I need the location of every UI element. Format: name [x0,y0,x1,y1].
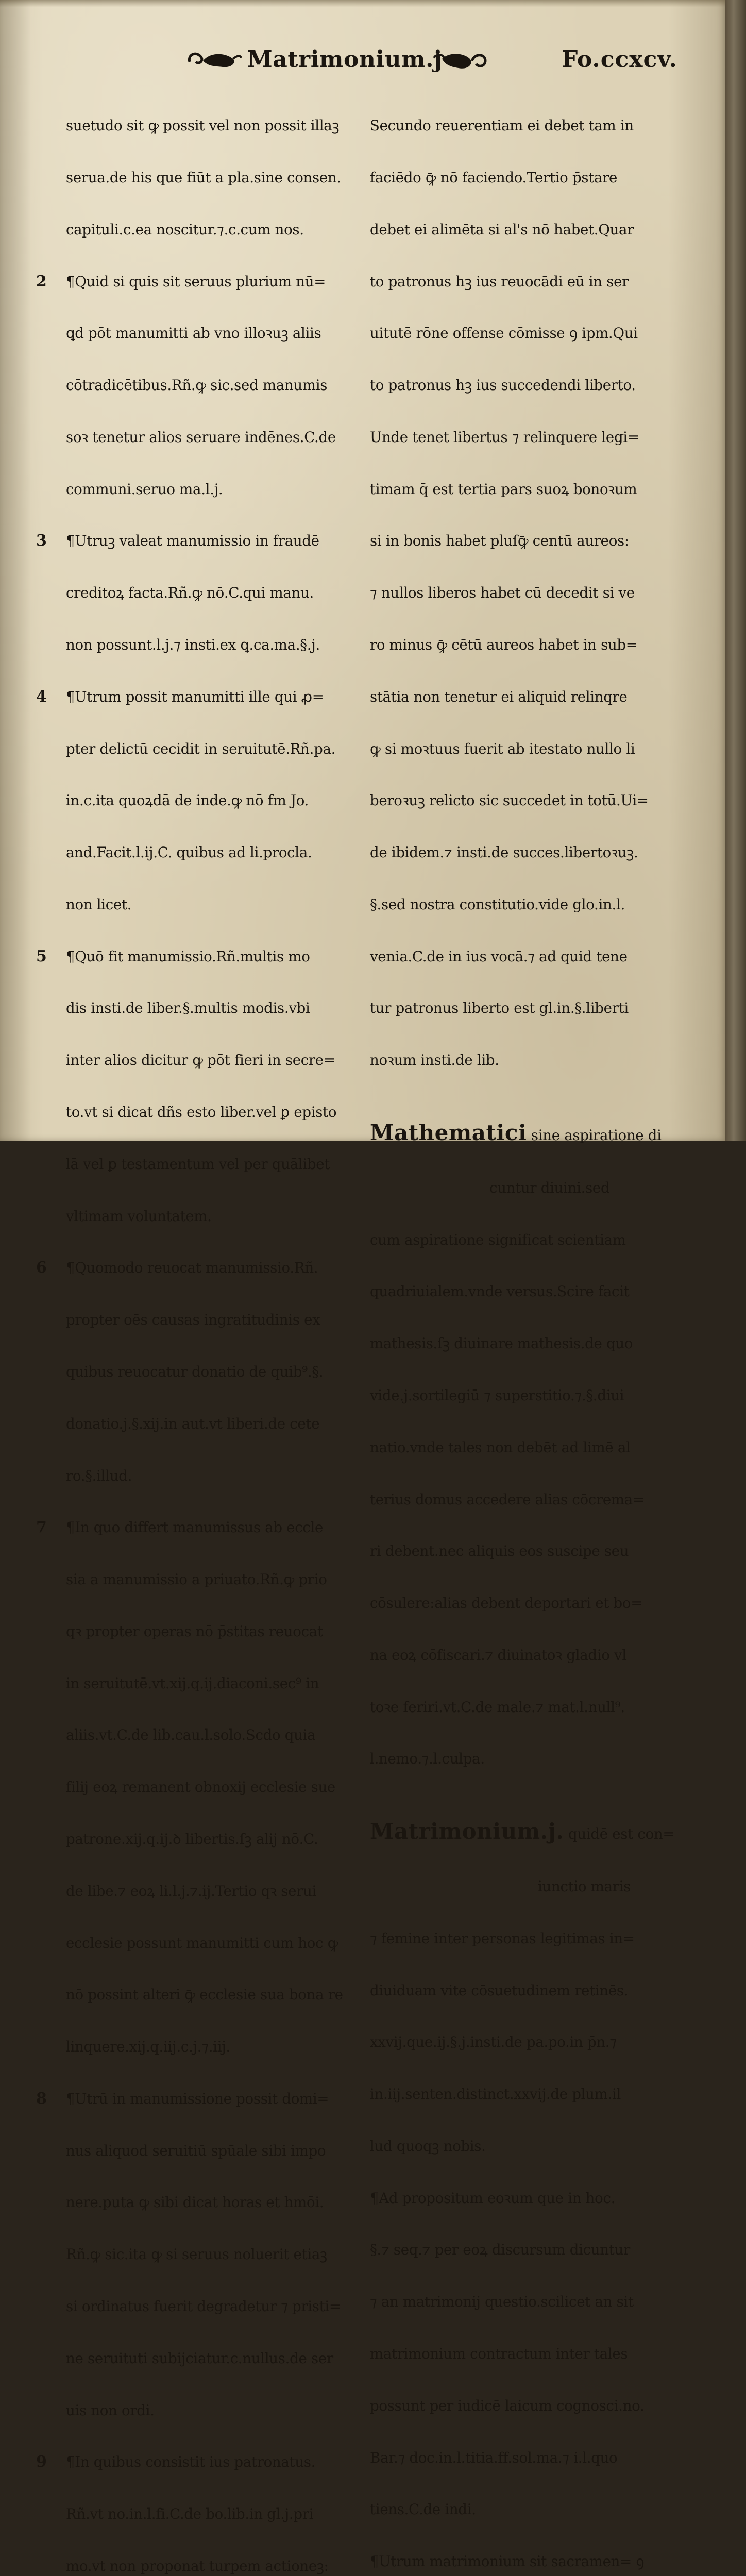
entry-headword: Mathematici [370,1120,527,1145]
text-line: cōsulere:alias debent deportari et bo= [370,1595,643,1612]
text-line: 2 ¶Quid si quis sit seruus plurium nū= [36,272,326,291]
running-head [180,44,677,80]
text-line: possunt per iudicē laicum cognosci.no. [370,2397,645,2414]
left-fleuron-icon [185,47,242,73]
text-line: and.Facit.l.ij.C. quibus ad li.procla. [66,844,312,861]
text-line: suetudo sit ꝙ possit vel non possit illaꝫ [66,117,340,134]
text-line: 8 ¶Utrū in manumissione possit domi= [36,2089,329,2108]
text-line: 6 ¶Quomodo reuocat manumissio.Rñ. [36,1259,318,1277]
text-line: 3 ¶Utruꝫ valeat manumissio in fraudē [36,532,319,550]
text-line: beroꝛuꝫ relicto sic succedet in totū.Ui= [370,792,649,809]
text-line: venia.C.de in ius vocā.⁊ ad quid tene [370,947,628,965]
text-line: patrone.xij.q.ij.ꝺ libertis.ſꝫ alij nō.C. [66,1830,318,1848]
text-line: toꝛe feriri.vt.C.de male.⁊ mat.l.null⁹. [370,1698,625,1716]
page-gutter-shadow [0,0,31,1141]
text-line: si ordinatus fuerit degradetur ⁊ pristi= [66,2298,341,2315]
margin-number: 8 [36,2089,47,2108]
right-fleuron-icon [432,47,488,73]
text-line: vide.j.sortilegiū ⁊ superstitio.⁊.§.diui [370,1386,624,1404]
text-line: ⁊ femine inter personas legitimas in= [370,1929,635,1947]
text-line: ¶Utrum matrimonium sit sacramen= ꝯ [370,2553,645,2570]
text-line: ⁊ an matrimonij questio.scilicet an sit [370,2293,634,2311]
margin-number: 6 [36,1259,47,1277]
right-column [370,82,675,2576]
text-line: cōtradicētibus.Rñ.ꝙ sic.sed manumis [66,377,328,394]
text-line: si in bonis habet pluſꝙ̄ centū aureos: [370,532,629,550]
text-line: ecclesie possunt manumitti cum hoc ꝙ [66,1934,338,1952]
text-line: debet ei alimēta si al's nō habet.Quar [370,221,634,238]
text-line: mathesis.ſꝫ diuinare mathesis.de quo [370,1335,633,1352]
text-line: dis insti.de liber.§.multis modis.vbi [66,999,310,1017]
text-line: non licet. [66,895,132,913]
text-line: cuntur diuini.sed [489,1179,610,1196]
text-line: linquere.xij.q.iij.c.j.⁊.iij. [66,2038,230,2056]
text-line: donatio.j.§.xij.in aut.vt liberi.de cete [66,1415,320,1432]
text-line: 4 ¶Utrum possit manumitti ille qui ꝓ= [36,687,324,706]
text-line: in seruitutē.vt.xij.q.ij.diaconi.sec⁹ in [66,1674,319,1692]
text-line: ¶Ad propositum eoꝛum que in hoc. [370,2189,616,2207]
text-line: to patronus hꝫ ius succedendi liberto. [370,377,636,394]
text-line: 9 ¶In quibus consistit ius patronatus. [36,2453,316,2471]
folio-number: Fo.ccxcv. [562,46,677,73]
text-line: ne seruituti subijciatur.c.nullus.de ser [66,2349,333,2367]
text-line: 5 ¶Quō fit manumissio.Rñ.multis mo [36,947,310,965]
left-column [36,82,354,2576]
text-line: tiens.C.de indi. [370,2501,476,2518]
text-line: sia a manumissio a priuato.Rñ.ꝙ prio [66,1571,327,1588]
text-line: serua.de his que fiūt a pla.sine consen. [66,168,341,186]
entry-heading-line: Mathematici sine aspiratione di [370,1120,662,1145]
next-page-edge [725,0,746,1141]
text-line: non possunt.l.j.⁊ insti.ex ꝗ.ca.ma.§.j. [66,636,320,653]
text-line: nere.puta ꝙ sibi dicat horas et hmōi. [66,2194,324,2211]
margin-number: 5 [36,947,47,965]
text-line: Unde tenet libertus ⁊ relinquere legi= [370,428,639,446]
text-line: quibus reuocatur donatio de quib⁹.§. [66,1363,324,1380]
text-line: creditoꝝ facta.Rñ.ꝙ nō.C.qui manu. [66,584,314,602]
entry-heading-line: Matrimonium.j. quidē est con= [370,1818,675,1844]
text-line: ro minus ꝙ̄ cētū aureos habet in sub= [370,636,638,653]
margin-number: 9 [36,2453,47,2471]
text-line: §.sed nostra constitutio.vide glo.in.l. [370,895,625,913]
text-line: xxvij.que.ij.§.j.insti.de pa.po.in p̄n.⁊ [370,2033,617,2051]
text-line: uitutē rōne offense cōmisse ꝯ ipm.Qui [370,325,638,342]
text-line: stātia non tenetur ei aliquid relinqre [370,688,628,705]
text-line: Rñ.vt no.in.l.fi.C.de bo.lib.in gl.j.pri [66,2505,314,2523]
text-line: soꝛ tenetur alios seruare indēnes.C.de [66,428,336,446]
margin-number: 4 [36,687,47,706]
text-line: qꝛ propter operas nō p̄stitas reuocat [66,1622,323,1640]
text-line: de ibidem.⁊ insti.de succes.libertoꝛuꝫ. [370,844,638,861]
text-line: propter oēs causas ingratitudinis ex [66,1311,320,1329]
text-line: communi.seruo ma.l.j. [66,480,223,498]
text-line: matrimonium contractum inter tales [370,2345,628,2362]
text-line: iunctio maris [538,1877,631,1895]
text-line: inter alios dicitur ꝙ pōt fieri in secre= [66,1052,335,1069]
text-line: terius domus accedere alias cōcrema= [370,1490,645,1508]
text-line: na eoꝝ cōfiscari.⁊ diuinatoꝛ gladio vl [370,1646,626,1664]
text-line: uis non ordi. [66,2401,155,2419]
text-line: 7 ¶In quo differt manumissus ab eccle [36,1518,324,1537]
text-line: nō possint alteri ꝙ̄ ecclesie sua bona re [66,1986,343,2004]
text-line: faciēdo ꝙ̄ nō faciendo.Tertio p̄stare [370,168,618,186]
text-line: lud quoqꝫ nobis. [370,2137,486,2155]
text-line: §.⁊ seq.⁊ per eoꝝ discursum dicuntur [370,2241,630,2259]
text-line: nus aliquod seruitiū spūale sibi impo [66,2142,326,2159]
margin-number: 2 [36,272,47,291]
text-line: ꝙ si moꝛtuus fuerit ab itestato nullo li [370,740,635,757]
text-line: Bar.⁊ doc.in.l.titia.ff.sol.ma.⁊ i.l.quo [370,2449,618,2466]
text-line: in.iij.senten.distinct.xxvij.de plum.il [370,2086,621,2103]
text-line: ro.§.illud. [66,1467,132,1484]
text-line: Rñ.ꝙ sic.ita ꝙ si seruus noluerit etiaꝫ [66,2246,327,2263]
text-line: filij eoꝝ remanent obnoxij ecclesie sue [66,1778,335,1796]
text-line: timam q̄ est tertia pars suoꝝ bonoꝛum [370,480,637,498]
text-line: ꝗd pōt manumitti ab vno illoꝛuꝫ aliis [66,325,321,342]
text-line: Secundo reuerentiam ei debet tam in [370,117,634,134]
running-title: Matrimonium.j [247,46,443,73]
text-line: quadriuialem.vnde versus.Scire facit [370,1283,630,1300]
text-line: capituli.c.ea noscitur.⁊.c.cum nos. [66,221,304,238]
entry-headword: Matrimonium.j. [370,1818,564,1844]
text-line: aliis.vt.C.de lib.cau.l.solo.Scdo quia [66,1726,316,1744]
text-line: ⁊ nullos liberos habet cū decedit si ve [370,584,635,602]
text-line: mo.vt non proponat turpem actioneꝫ: [66,2557,329,2574]
text-line: pter delictū cecidit in seruitutē.Rñ.pa. [66,740,336,757]
text-line: cum aspiratione significat scientiam [370,1231,626,1248]
text-line: ri debent.nec aliquis eos suscipe seu [370,1543,629,1560]
text-line: de libe.⁊ eoꝝ li.l.j.⁊.ij.Tertio qꝛ serui [66,1882,317,1900]
page-top-shadow [0,0,726,7]
text-line: diuiduam vite cōsuetudinem retinēs. [370,1981,629,1999]
text-line: in.c.ita quoꝝdā de inde.ꝙ nō fm Jo. [66,792,309,809]
text-line: to.vt si dicat dñs esto liber.vel ꝑ episto [66,1104,337,1121]
margin-number: 3 [36,532,47,550]
text-line: lā vel ꝑ testamentum vel per quālibet [66,1155,330,1173]
text-line: natio.vnde tales non debēt ad limē al [370,1438,631,1456]
text-line: to patronus hꝫ ius reuocādi eū in ser [370,273,629,290]
margin-number: 7 [36,1518,47,1537]
text-line: l.nemo.⁊.l.culpa. [370,1750,485,1768]
text-line: noꝛum insti.de lib. [370,1052,499,1069]
text-line: tur patronus liberto est gl.in.§.liberti [370,999,629,1017]
text-line: vltimam voluntatem. [66,1207,212,1225]
